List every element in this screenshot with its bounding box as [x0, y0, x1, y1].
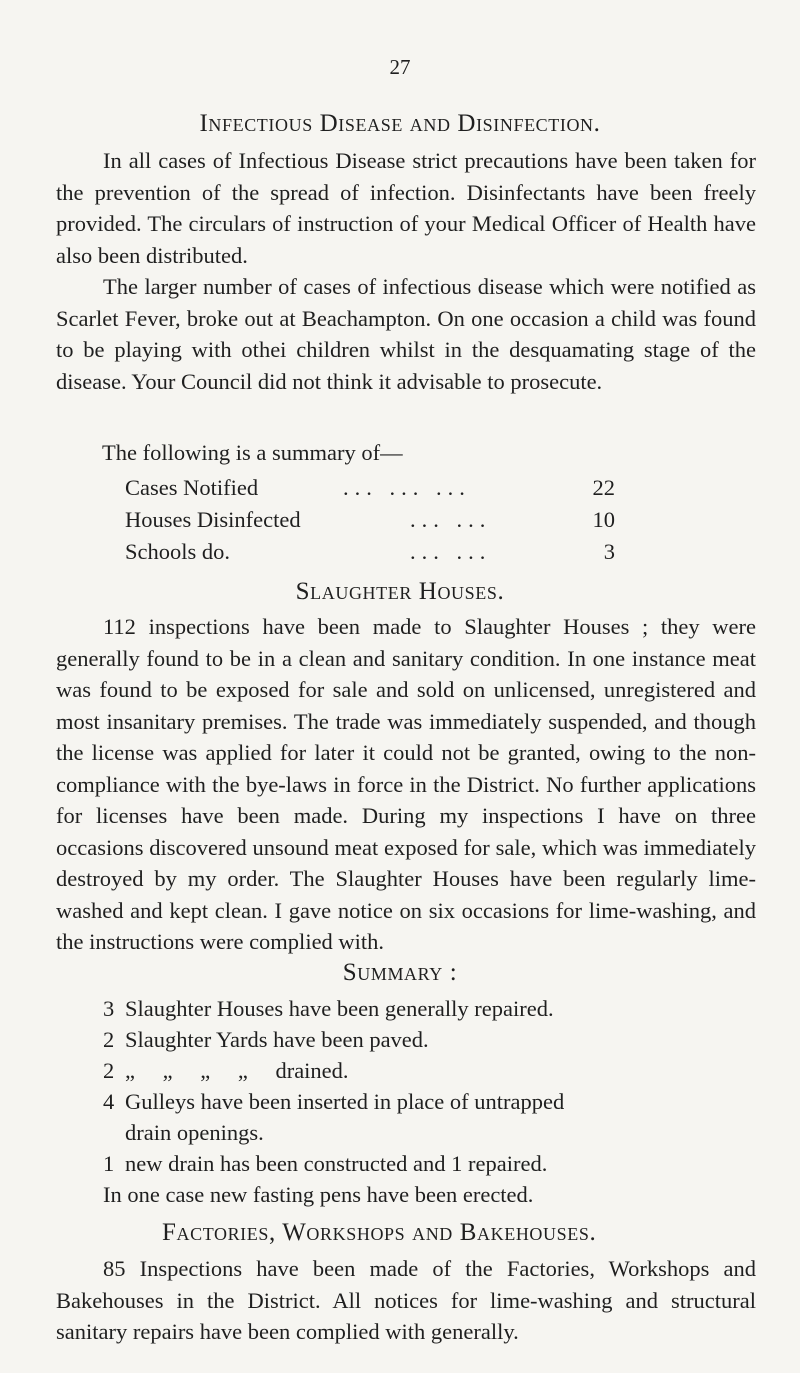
heading-slaughter-houses: Slaughter Houses.: [295, 578, 505, 605]
factories-paragraph-text: 85 Inspections have been made of the Factories, Workshops and Bakehouses in the District. All notices for lime-washing and structural sanitary repairs have been complied with generally.: [56, 1256, 756, 1344]
summary-list-item: [103, 1055, 743, 1086]
summary-list-item: [103, 1086, 743, 1148]
item-number: 2: [103, 1027, 115, 1052]
heading-factories: Factories, Workshops and Bakehouses.: [162, 1219, 597, 1246]
summary-leader: ... ... ...: [343, 475, 471, 500]
item-text: Slaughter Houses have been generally repaired.: [125, 996, 554, 1021]
item-text: In one case new fasting pens have been erected.: [103, 1182, 534, 1207]
summary-intro: The following is a summary of—: [102, 440, 403, 465]
factories-paragraph: [56, 1253, 756, 1348]
item-number: 2: [103, 1058, 115, 1083]
item-number: 4: [103, 1089, 115, 1114]
heading-infectious-disease: Infectious Disease and Disinfection.: [199, 110, 601, 137]
infectious-paragraph-1: In all cases of Infectious Disease strict precautions have been taken for the prevention of the spread of infection. Disinfectants have been freely provided. The circulars of instruction of your Medical Officer of Health have also been distributed.: [56, 148, 756, 268]
item-text: Gulleys have been inserted in place of untrapped: [125, 1089, 565, 1114]
item-number: 3: [103, 996, 115, 1021]
summary-row: [125, 507, 615, 539]
item-text: „ „ „ „ drained.: [125, 1058, 349, 1083]
slaughter-paragraph-text: 112 inspections have been made to Slaughter Houses ; they were generally found to be in a clean and sanitary condition. In one instance meat was found to be exposed for sale and sold on unlicensed, unregistered and most insanitary premises. The trade was immediately suspended, and though the license was applied for later it could not be granted, owing to the non-compliance with the bye-laws in force in the District. No further applications for licenses have been made. During my inspections I have on three occasions discovered unsound meat exposed for sale, which was immediately destroyed by my order. The Slaughter Houses have been regularly lime-washed and kept clean. I gave notice on six occasions for lime-washing, and the instructions were complied with.: [56, 614, 756, 954]
item-number: 1: [103, 1151, 115, 1176]
infectious-paragraphs: [56, 145, 756, 397]
summary-list-item: [103, 1148, 743, 1179]
page-number: 27: [389, 55, 411, 79]
summary-value: 3: [603, 539, 615, 564]
summary-leader: ... ...: [410, 507, 492, 532]
summary-label: Cases Notified: [125, 475, 259, 500]
item-text: Slaughter Yards have been paved.: [125, 1027, 429, 1052]
summary-list-item: [103, 1179, 743, 1210]
summary-value: 22: [592, 475, 615, 500]
summary-row: [125, 539, 615, 571]
summary-label: Schools do.: [125, 539, 231, 564]
item-continuation: drain openings.: [125, 1120, 264, 1145]
summary-list-item: [103, 1024, 743, 1055]
summary-label: Houses Disinfected: [125, 507, 301, 532]
summary-leader: ... ...: [410, 539, 492, 564]
infectious-paragraph-2: The larger number of cases of infectious disease which were notified as Scarlet Fever, broke out at Beachampton. On one occasion a child was found to be playing with othei children whilst in the desquamating stage of the disease. Your Council did not think it advisable to prosecute.: [56, 274, 756, 394]
summary-row: [125, 475, 615, 507]
summary-list-item: [103, 993, 743, 1024]
item-text: new drain has been constructed and 1 repaired.: [125, 1151, 548, 1176]
slaughter-paragraph: [56, 611, 756, 958]
summary-value: 10: [592, 507, 615, 532]
heading-summary: Summary :: [342, 959, 458, 986]
